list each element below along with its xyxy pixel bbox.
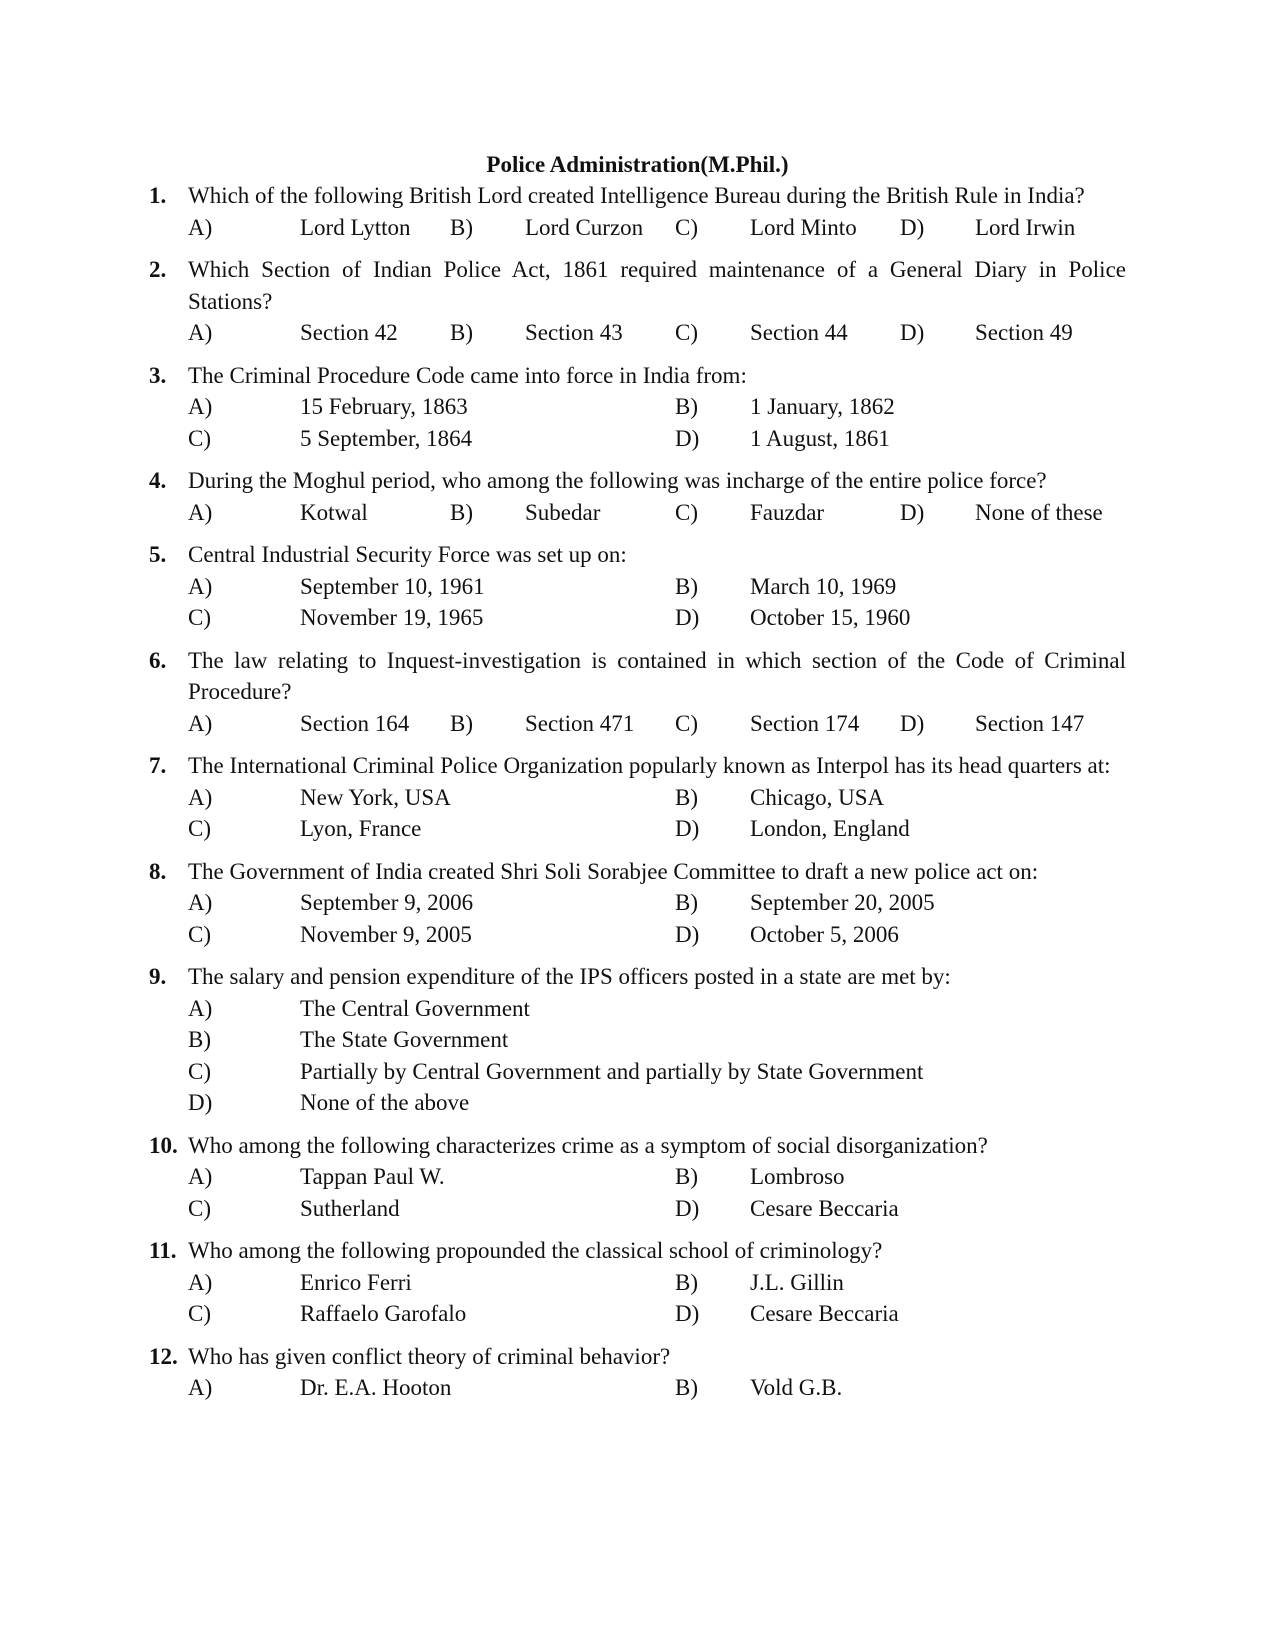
option-text: Lord Irwin	[975, 214, 1076, 240]
option-label: A)	[188, 1269, 213, 1295]
option-text: 1 August, 1861	[750, 425, 890, 451]
option-text: None of these	[975, 499, 1103, 525]
option-label: A)	[188, 499, 213, 525]
options-row	[0, 1298, 1275, 1330]
option-label: C)	[188, 1058, 211, 1084]
question-number: 10.	[149, 1132, 178, 1158]
option-label: A)	[188, 784, 213, 810]
option-text: November 9, 2005	[300, 921, 472, 947]
question-number: 11.	[149, 1238, 177, 1263]
options-row	[0, 782, 1275, 814]
option-label: D)	[900, 499, 925, 525]
options-row	[0, 708, 1275, 740]
option-text: Lyon, France	[300, 816, 422, 841]
option-label: C)	[188, 816, 211, 841]
option-label: B)	[450, 710, 473, 736]
question-text: During the Moghul period, who among the following was incharge of the entire police force?	[188, 468, 1047, 493]
option-text: November 19, 1965	[300, 605, 484, 630]
option-text: Dr. E.A. Hooton	[300, 1375, 452, 1400]
option-label: C)	[188, 921, 211, 947]
option-label: C)	[675, 320, 698, 345]
option-text: September 20, 2005	[750, 890, 935, 915]
option-text: October 5, 2006	[750, 921, 899, 947]
question-number: 9.	[149, 964, 167, 989]
question-text: Which of the following British Lord created Intelligence Bureau during the British Rule in India?	[188, 183, 1085, 208]
question-item	[0, 1130, 1275, 1225]
question-text: The International Criminal Police Organization popularly known as Interpol has its head quarters at:	[188, 753, 1111, 778]
question-list	[0, 180, 1275, 1415]
option-text: Vold G.B.	[750, 1375, 843, 1400]
option-text: Sutherland	[300, 1195, 400, 1221]
question-item	[0, 645, 1275, 740]
question-number: 7.	[149, 753, 167, 778]
option-label: C)	[188, 425, 211, 451]
option-text: J.L. Gillin	[750, 1269, 844, 1295]
option-text: March 10, 1969	[750, 573, 897, 599]
page-title: Police Administration(M.Phil.)	[486, 152, 789, 177]
option-text: Enrico Ferri	[300, 1269, 412, 1295]
option-label: D)	[675, 816, 700, 841]
option-label: D)	[900, 214, 925, 240]
question-number: 2.	[149, 257, 167, 282]
option-label: B)	[675, 394, 698, 419]
option-label: B)	[675, 1269, 698, 1295]
options-row	[0, 1056, 1275, 1088]
options-row	[0, 919, 1275, 951]
options-row	[0, 423, 1275, 455]
option-text: Section 43	[525, 320, 623, 345]
option-label: B)	[450, 320, 473, 345]
option-text: October 15, 1960	[750, 605, 911, 630]
option-text: 5 September, 1864	[300, 425, 473, 451]
option-text: The Central Government	[300, 995, 530, 1021]
option-text: Section 49	[975, 320, 1073, 345]
option-label: A)	[188, 1375, 213, 1400]
options-row	[0, 391, 1275, 423]
question-item	[0, 465, 1275, 528]
options-row	[0, 887, 1275, 919]
question-text: Who has given conflict theory of criminal behavior?	[188, 1343, 671, 1369]
options-row	[0, 993, 1275, 1025]
option-text: Lombroso	[750, 1164, 845, 1189]
question-text: The Government of India created Shri Soli Sorabjee Committee to draft a new police act on:	[188, 858, 1039, 884]
option-label: A)	[188, 320, 213, 345]
options-row	[0, 317, 1275, 349]
option-label: C)	[188, 1195, 211, 1221]
question-item	[0, 180, 1275, 243]
option-text: London, England	[750, 816, 910, 841]
option-label: B)	[450, 214, 473, 240]
option-text: Lord Lytton	[300, 214, 411, 240]
option-label: B)	[675, 1164, 698, 1189]
options-row	[0, 1161, 1275, 1193]
option-label: D)	[675, 1301, 700, 1326]
question-text: Which Section of Indian Police Act, 1861 required maintenance of a General Diary in Police Stations?	[188, 257, 1126, 314]
options-row	[0, 1372, 1275, 1404]
options-row	[0, 1024, 1275, 1056]
option-text: Section 42	[300, 320, 398, 345]
option-text: 1 January, 1862	[750, 394, 895, 419]
option-label: B)	[675, 573, 698, 599]
question-item	[0, 360, 1275, 455]
option-text: Section 164	[300, 710, 410, 736]
question-number: 1.	[149, 183, 167, 208]
question-text: The law relating to Inquest-investigation is contained in which section of the Code of Criminal Procedure?	[188, 647, 1126, 704]
question-item	[0, 1235, 1275, 1330]
option-text: Cesare Beccaria	[750, 1195, 899, 1221]
question-text: Central Industrial Security Force was set up on:	[188, 542, 627, 567]
option-text: Raffaelo Garofalo	[300, 1301, 467, 1326]
option-label: C)	[188, 1301, 211, 1326]
option-text: Lord Minto	[750, 214, 857, 240]
question-text: Who among the following propounded the classical school of criminology?	[188, 1238, 883, 1263]
option-label: B)	[188, 1027, 211, 1052]
option-label: D)	[675, 1195, 700, 1221]
option-text: Section 147	[975, 710, 1085, 736]
option-label: B)	[675, 1375, 698, 1400]
option-text: Kotwal	[300, 499, 368, 525]
option-label: D)	[675, 425, 700, 451]
option-text: Partially by Central Government and partially by State Government	[300, 1058, 924, 1084]
option-text: Section 174	[750, 710, 860, 736]
option-label: D)	[900, 320, 925, 345]
option-text: Section 44	[750, 320, 848, 345]
option-label: B)	[675, 890, 698, 915]
question-text: The salary and pension expenditure of the IPS officers posted in a state are met by:	[188, 964, 951, 989]
question-number: 4.	[149, 468, 167, 493]
question-number: 5.	[149, 542, 167, 567]
option-label: A)	[188, 710, 213, 736]
question-text: The Criminal Procedure Code came into force in India from:	[188, 362, 747, 388]
question-number: 6.	[149, 647, 167, 673]
option-text: Lord Curzon	[525, 214, 644, 240]
options-row	[0, 602, 1275, 634]
option-label: B)	[675, 784, 698, 810]
option-label: A)	[188, 1164, 213, 1189]
option-label: A)	[188, 214, 213, 240]
option-text: September 10, 1961	[300, 573, 485, 599]
options-row	[0, 212, 1275, 244]
option-label: D)	[675, 605, 700, 630]
options-row	[0, 497, 1275, 529]
option-text: 15 February, 1863	[300, 394, 468, 419]
options-row	[0, 1193, 1275, 1225]
question-number: 3.	[149, 362, 167, 388]
option-label: A)	[188, 573, 213, 599]
question-number: 12.	[149, 1343, 178, 1369]
option-label: A)	[188, 995, 213, 1021]
option-label: C)	[675, 214, 698, 240]
option-label: D)	[188, 1090, 213, 1115]
option-text: Section 471	[525, 710, 635, 736]
option-label: C)	[675, 499, 698, 525]
option-label: A)	[188, 394, 213, 419]
question-item	[0, 750, 1275, 845]
options-row	[0, 1087, 1275, 1119]
option-label: D)	[900, 710, 925, 736]
question-item	[0, 254, 1275, 349]
option-label: C)	[188, 605, 211, 630]
option-text: Tappan Paul W.	[300, 1164, 445, 1189]
options-row	[0, 813, 1275, 845]
question-item	[0, 539, 1275, 634]
option-text: Subedar	[525, 499, 601, 525]
question-item	[0, 1341, 1275, 1404]
option-text: None of the above	[300, 1090, 470, 1115]
question-item	[0, 856, 1275, 951]
option-text: New York, USA	[300, 784, 451, 810]
option-label: C)	[675, 710, 698, 736]
option-text: September 9, 2006	[300, 890, 474, 915]
question-number: 8.	[149, 858, 167, 884]
question-item	[0, 961, 1275, 1119]
option-text: Cesare Beccaria	[750, 1301, 899, 1326]
option-label: D)	[675, 921, 700, 947]
question-text: Who among the following characterizes crime as a symptom of social disorganization?	[188, 1132, 988, 1158]
option-label: A)	[188, 890, 213, 915]
options-row	[0, 1267, 1275, 1299]
option-text: Chicago, USA	[750, 784, 885, 810]
options-row	[0, 571, 1275, 603]
option-text: The State Government	[300, 1027, 509, 1052]
option-label: B)	[450, 499, 473, 525]
option-text: Fauzdar	[750, 499, 825, 525]
